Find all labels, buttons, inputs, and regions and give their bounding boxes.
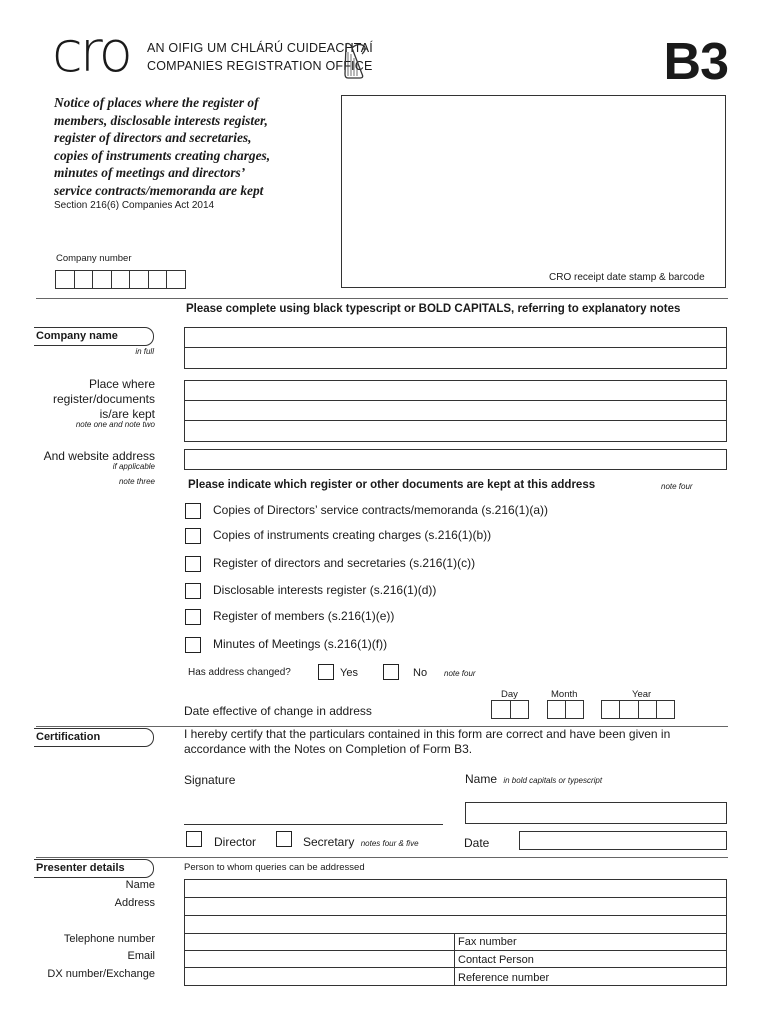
receipt-stamp-box xyxy=(341,95,726,288)
director-checkbox[interactable] xyxy=(186,831,202,847)
place-label xyxy=(20,377,155,422)
date-effective-day-input[interactable] xyxy=(491,700,529,719)
website-label: And website address xyxy=(43,449,155,463)
presenter-name-input[interactable] xyxy=(185,880,726,898)
name-input[interactable] xyxy=(465,802,727,824)
website-input[interactable] xyxy=(184,449,727,470)
date-effective-label: Date effective of change in address xyxy=(184,704,372,718)
office-name-irish: AN OIFIG UM CHLÁRÚ CUIDEACHTAÍ xyxy=(147,41,373,55)
address-changed-no-checkbox[interactable] xyxy=(383,664,399,680)
year-label: Year xyxy=(632,689,652,700)
form-title xyxy=(54,94,270,199)
presenter-name-label: Name xyxy=(125,879,155,891)
name-label-note: in bold capitals or typescript xyxy=(503,776,603,785)
certification-tab xyxy=(34,728,154,747)
address-changed-yes-checkbox[interactable] xyxy=(318,664,334,680)
register-label: Copies of instruments creating charges (s.216(1)(b)) xyxy=(213,528,492,542)
register-label: Disclosable interests register (s.216(1)(d)) xyxy=(213,583,437,597)
divider xyxy=(36,857,728,858)
website-note: note three xyxy=(118,477,155,486)
presenter-tab xyxy=(34,859,154,878)
company-name-tab xyxy=(34,327,154,346)
register-checkbox-directors[interactable] xyxy=(185,556,201,572)
name-label xyxy=(465,772,602,786)
secretary-checkbox[interactable] xyxy=(276,831,292,847)
address-changed-no-label: No xyxy=(413,667,428,679)
fax-label: Fax number xyxy=(458,936,517,948)
place-label-line: Place where xyxy=(88,377,155,391)
divider xyxy=(36,298,728,299)
presenter-address-label: Address xyxy=(114,897,155,909)
presenter-label: Presenter details xyxy=(36,862,125,874)
form-title-line: service contracts/memoranda are kept xyxy=(54,182,264,198)
date-input[interactable] xyxy=(519,831,727,850)
section-reference: Section 216(6) Companies Act 2014 xyxy=(54,200,215,211)
registers-heading: Please indicate which register or other documents are kept at this address xyxy=(188,479,596,491)
register-checkbox-disclosable[interactable] xyxy=(185,583,201,599)
company-name-input[interactable] xyxy=(184,327,727,369)
address-changed-yes-label: Yes xyxy=(340,667,358,679)
name-label-text: Name xyxy=(465,772,498,786)
secretary-label xyxy=(303,835,419,849)
presenter-details-grid xyxy=(184,879,727,986)
register-label: Register of directors and secretaries (s.216(1)(c)) xyxy=(213,556,476,570)
presenter-email-row[interactable] xyxy=(185,951,726,968)
register-checkbox-minutes[interactable] xyxy=(185,637,201,653)
form-title-line: copies of instruments creating charges, xyxy=(54,147,271,163)
place-label-line: register/documents xyxy=(52,392,155,406)
register-label: Copies of Directors’ service contracts/memoranda (s.216(1)(a)) xyxy=(213,503,548,517)
form-title-line: Notice of places where the register of xyxy=(54,95,259,110)
office-name-english: COMPANIES REGISTRATION OFFICE xyxy=(147,59,373,73)
form-title-line: minutes of meetings and directors’ xyxy=(54,165,246,180)
form-title-line: register of directors and secretaries, xyxy=(54,130,252,145)
month-label: Month xyxy=(551,689,578,700)
date-effective-year-input[interactable] xyxy=(601,700,675,719)
place-note: note one and note two xyxy=(75,420,155,429)
instruction-text: Please complete using black typescript or BOLD CAPITALS, referring to explanatory notes xyxy=(186,303,681,315)
register-label: Register of members (s.216(1)(e)) xyxy=(213,609,395,623)
certification-text-line: accordance with the Notes on Completion of Form B3. xyxy=(184,742,473,756)
signature-label: Signature xyxy=(184,773,236,787)
register-checkbox-members[interactable] xyxy=(185,609,201,625)
certification-label: Certification xyxy=(36,731,101,743)
company-number-input[interactable] xyxy=(55,270,186,289)
secretary-note: notes four & five xyxy=(360,839,419,848)
presenter-address-input[interactable] xyxy=(185,898,726,916)
address-changed-note: note four xyxy=(444,669,476,678)
place-address-input[interactable] xyxy=(184,380,727,442)
register-label: Minutes of Meetings (s.216(1)(f)) xyxy=(213,637,388,651)
presenter-dx-label: DX number/Exchange xyxy=(47,968,155,980)
receipt-stamp-label: CRO receipt date stamp & barcode xyxy=(549,272,705,283)
register-checkbox-service-contracts[interactable] xyxy=(185,503,201,519)
cro-logo-text: cro xyxy=(52,20,130,85)
presenter-address-input-2[interactable] xyxy=(185,916,726,934)
director-label: Director xyxy=(214,835,257,849)
website-sub: if applicable xyxy=(112,462,155,471)
secretary-label-text: Secretary xyxy=(303,835,355,849)
date-label: Date xyxy=(464,836,490,850)
register-checkbox-charges[interactable] xyxy=(185,528,201,544)
presenter-queries-label: Person to whom queries can be addressed xyxy=(184,862,365,873)
signature-input[interactable] xyxy=(184,802,443,825)
address-changed-label: Has address changed? xyxy=(188,667,291,678)
reference-number-label: Reference number xyxy=(458,972,550,984)
company-name-sub: in full xyxy=(135,347,154,356)
cro-logo xyxy=(52,20,144,85)
company-name-label: Company name xyxy=(36,330,118,342)
form-code: B3 xyxy=(663,33,728,91)
presenter-telephone-label: Telephone number xyxy=(63,933,155,945)
presenter-column-divider xyxy=(454,933,455,986)
contact-person-label: Contact Person xyxy=(458,954,534,966)
certification-text xyxy=(184,727,670,757)
day-label: Day xyxy=(501,689,518,700)
registers-note: note four xyxy=(661,482,693,491)
certification-text-line: I hereby certify that the particulars contained in this form are correct and have been given in xyxy=(184,727,671,741)
presenter-email-label: Email xyxy=(127,950,155,962)
company-number-label: Company number xyxy=(56,253,132,264)
harp-emblem-icon xyxy=(340,40,370,80)
date-effective-month-input[interactable] xyxy=(547,700,584,719)
place-label-line: is/are kept xyxy=(99,407,155,421)
presenter-telephone-row[interactable] xyxy=(185,934,726,951)
form-title-line: members, disclosable interests register, xyxy=(54,112,268,128)
presenter-dx-row[interactable] xyxy=(185,968,726,985)
